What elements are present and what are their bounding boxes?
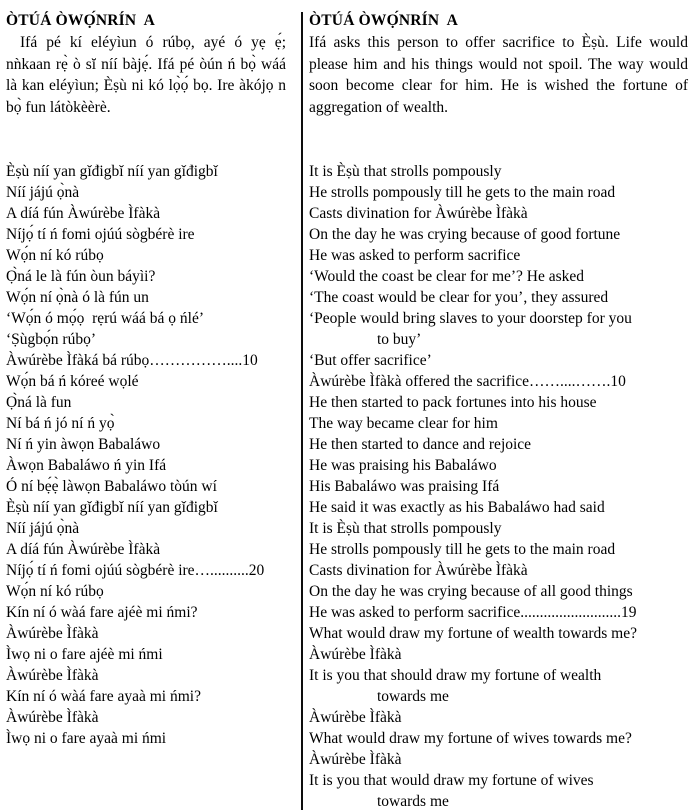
english-verse-line: What would draw my fortune of wives towards me? xyxy=(309,730,632,747)
yoruba-intro-paragraph: Ifá pé kí eléyìun ó rúbọ, ayé ó yẹ ẹ́; nǹkaan rẹ̀ ò sĭ níí bàjẹ́. Ifá pé òún ń bọ̀ wáá là kan eléyìun; Èṣù ni kó lọ̀ọ́ bọ. Ire àkójọ n bọ̀ fun látòkèèrè. xyxy=(6,34,286,116)
english-verse-line: Àwúrèbe Ìfàkà offered the sacrifice……....…….10 xyxy=(309,373,626,390)
yoruba-verse-line: A díá fún Àwúrèbe Ìfàkà xyxy=(6,541,161,558)
yoruba-verse-line: Àwúrèbe Ìfàkà xyxy=(6,667,99,684)
yoruba-verse-line: Níí jájú ọ̀nà xyxy=(6,184,80,201)
english-verse-line: ‘The coast would be clear for you’, they assured xyxy=(309,289,609,306)
english-verse-line: He was asked to perform sacrifice xyxy=(309,247,521,264)
english-verse-block xyxy=(309,161,688,812)
yoruba-verse-line: Ọ̀ná le là fún òun báyìi? xyxy=(6,268,156,285)
english-verse-line: The way became clear for him xyxy=(309,415,498,432)
english-verse-line: towards me xyxy=(377,688,449,705)
english-verse-line: He was asked to perform sacrifice..........................19 xyxy=(309,604,637,621)
english-verse-line: He said it was exactly as his Babaláwo had said xyxy=(309,499,605,516)
english-verse-line: It is Èṣù that strolls pompously xyxy=(309,520,502,537)
yoruba-verse-line: Ìwọ ni o fare ayaà mi ńmi xyxy=(6,730,167,747)
yoruba-verse-line: Wọ́n ní kó rúbọ xyxy=(6,583,104,600)
yoruba-column xyxy=(0,0,292,749)
yoruba-verse-line: Níjọ́ tí ń fomi ojúú sògbérè ire…..........20 xyxy=(6,562,265,579)
yoruba-verse-line: Kín ní ó wàá fare ajéè mi ńmi? xyxy=(6,604,198,621)
english-verse-line: What would draw my fortune of wealth towards me? xyxy=(309,625,637,642)
yoruba-verse-line: Àwúrèbe Ìfàkà xyxy=(6,709,99,726)
yoruba-verse-line: Ọ̀ná là fun xyxy=(6,394,72,411)
english-verse-line: ‘But offer sacrifice’ xyxy=(309,352,432,369)
yoruba-verse-line: Àwúrèbe Ìfàkà xyxy=(6,625,99,642)
yoruba-verse-line: Níjọ́ tí ń fomi ojúú sògbérè ire xyxy=(6,226,195,243)
english-column xyxy=(305,0,692,812)
english-verse-line: He was praising his Babaláwo xyxy=(309,457,497,474)
english-verse-line: He then started to dance and rejoice xyxy=(309,436,532,453)
english-verse-line: Àwúrèbe Ìfàkà xyxy=(309,751,402,768)
yoruba-verse-line: ‘Wọ́n ó mọ́ọ rẹrú wáá bá ọ ńlé’ xyxy=(6,310,204,327)
english-verse-line: ‘People would bring slaves to your doorstep for you xyxy=(309,310,632,327)
yoruba-verse-line: Ó ní bẹ́ẹ̀ làwọn Babaláwo tòún wí xyxy=(6,478,217,495)
english-verse-line: towards me xyxy=(377,793,449,810)
yoruba-column-heading: ÒTÚÁ ÒWỌ́NRÍN A xyxy=(6,12,155,29)
yoruba-verse-line: Níí jájú ọ̀nà xyxy=(6,520,80,537)
english-verse-line: It is you that would draw my fortune of wives xyxy=(309,772,594,789)
english-verse-line: to buy’ xyxy=(377,331,422,348)
yoruba-verse-block xyxy=(6,161,286,749)
yoruba-verse-line: Èṣù níí yan gǐđigbǐ níí yan gǐđigbǐ xyxy=(6,499,218,516)
english-verse-line: ‘Would the coast be clear for me’? He asked xyxy=(309,268,585,285)
yoruba-verse-line: Àwúrèbe Ìfàká bá rúbọ……………....10 xyxy=(6,352,258,369)
english-verse-line: He strolls pompously till he gets to the main road xyxy=(309,541,616,558)
yoruba-verse-line: Wọ́n bá ń kóreé wọlé xyxy=(6,373,139,390)
yoruba-verse-line: Wọ́n ní kó rúbọ xyxy=(6,247,104,264)
yoruba-verse-line: Ní bá ń jó ní ń yọ̀ xyxy=(6,415,115,432)
english-verse-line: His Babaláwo was praising Ifá xyxy=(309,478,500,495)
english-column-heading: ÒTÚÁ ÒWỌ́NRÍN A xyxy=(309,12,458,29)
english-verse-line: On the day he was crying because of good fortune xyxy=(309,226,621,243)
english-verse-line: It is you that should draw my fortune of wealth xyxy=(309,667,602,684)
english-verse-line: He then started to pack fortunes into his house xyxy=(309,394,597,411)
english-verse-line: Casts divination for Àwúrèbe Ìfàkà xyxy=(309,205,528,222)
english-verse-line: Casts divination for Àwúrèbe Ìfàkà xyxy=(309,562,528,579)
yoruba-verse-line: Kín ní ó wàá fare ayaà mi ńmi? xyxy=(6,688,201,705)
column-divider-rule xyxy=(301,12,303,810)
english-verse-line: He strolls pompously till he gets to the main road xyxy=(309,184,616,201)
english-verse-line: Àwúrèbe Ìfàkà xyxy=(309,646,402,663)
english-verse-line: Àwúrèbe Ìfàkà xyxy=(309,709,402,726)
yoruba-verse-line: Ní ń yin àwọn Babaláwo xyxy=(6,436,161,453)
yoruba-verse-line: Wọ́n ní ọ̀nà ó là fún un xyxy=(6,289,149,306)
english-verse-line: It is Èṣù that strolls pompously xyxy=(309,163,502,180)
yoruba-verse-line: ‘Ṣùgbọ́n rúbọ’ xyxy=(6,331,96,348)
english-intro-paragraph: Ifá asks this person to offer sacrifice to Èṣù. Life would please him and his things would not spoil. The way would soon become clear for him. He is wished the fortune of aggregation of wealth. xyxy=(309,34,688,116)
yoruba-verse-line: Ìwọ ni o fare ajéè mi ńmi xyxy=(6,646,163,663)
english-verse-line: On the day he was crying because of all good things xyxy=(309,583,633,600)
yoruba-verse-line: Àwọn Babaláwo ń yin Ifá xyxy=(6,457,167,474)
yoruba-verse-line: A díá fún Àwúrèbe Ìfàkà xyxy=(6,205,161,222)
yoruba-verse-line: Èṣù níí yan gǐđigbǐ níí yan gǐđigbǐ xyxy=(6,163,218,180)
